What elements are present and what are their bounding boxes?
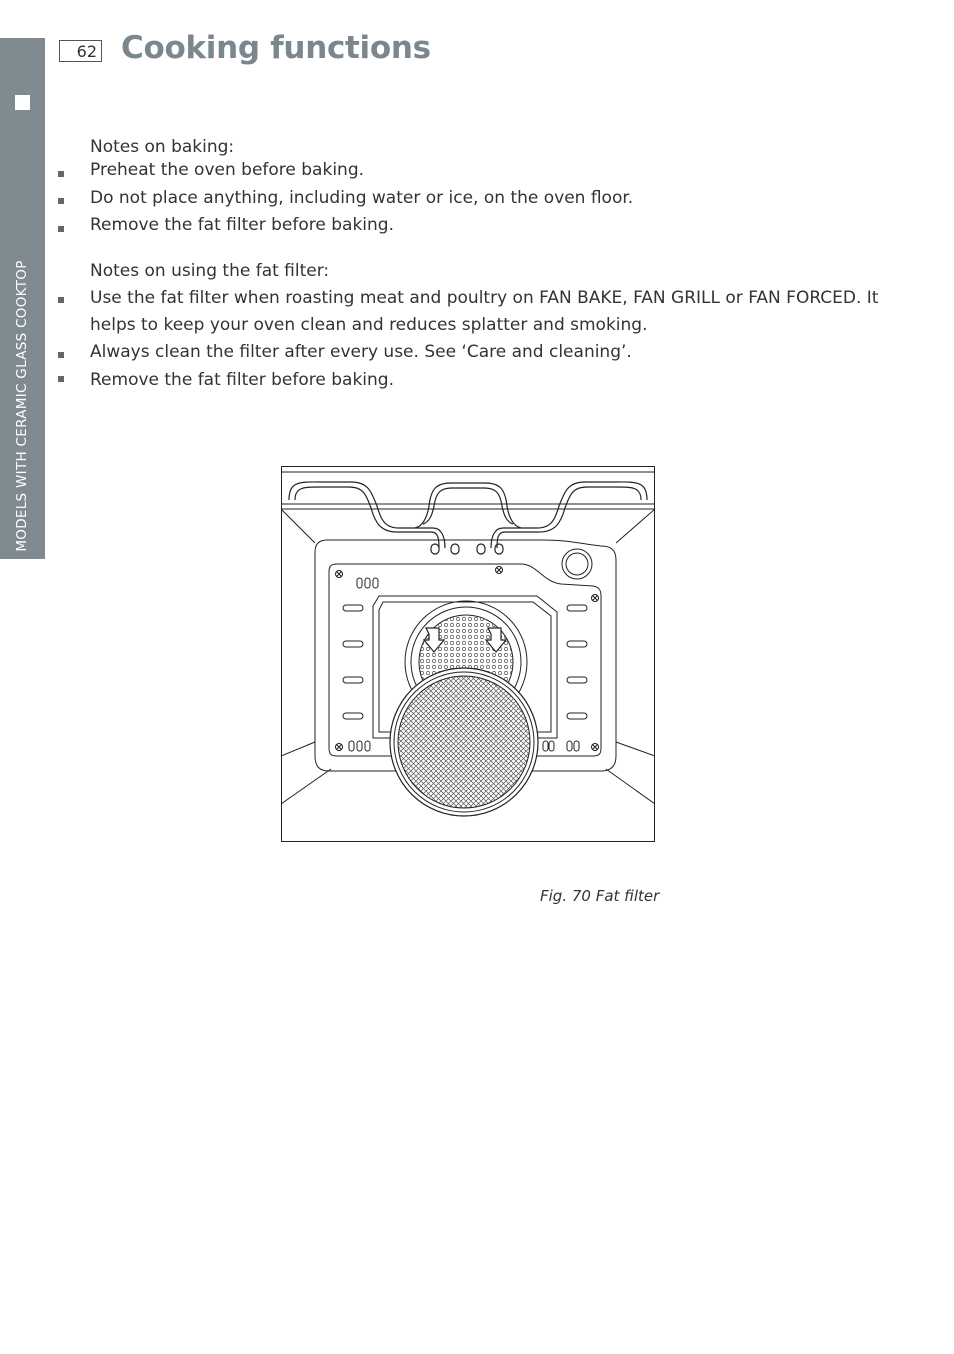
list-item: Preheat the oven before baking. <box>90 160 365 180</box>
bullet-marker <box>58 198 64 204</box>
bullet-marker <box>58 297 64 303</box>
baking-notes-heading: Notes on baking: <box>90 137 235 157</box>
bullet-marker <box>58 226 64 232</box>
bullet-marker <box>58 171 64 177</box>
list-item: Use the fat filter when roasting meat and poultry on FAN BAKE, FAN GRILL or FAN FORCED. It helps to keep your oven clean and reduces splatter and smoking. <box>90 288 879 335</box>
page-number: 62 <box>59 40 102 62</box>
section-label: MODELS WITH CERAMIC GLASS COOKTOP <box>14 260 30 552</box>
list-item: Remove the fat filter before baking. <box>90 215 394 235</box>
figure-caption: Fig. 70 Fat filter <box>540 887 660 905</box>
list-item: Remove the fat filter before baking. <box>90 370 394 390</box>
bullet-marker <box>58 376 64 382</box>
page-title: Cooking functions <box>121 30 431 66</box>
fat-filter-notes-heading: Notes on using the fat filter: <box>90 261 330 281</box>
side-tab <box>0 38 45 559</box>
section-marker <box>15 95 30 110</box>
list-item: Do not place anything, including water or ice, on the oven floor. <box>90 188 634 208</box>
grill-element <box>289 482 647 554</box>
fat-filter <box>390 668 538 816</box>
list-item: Always clean the filter after every use. See ‘Care and cleaning’. <box>90 342 632 362</box>
bullet-marker <box>58 352 64 358</box>
fat-filter-illustration <box>281 466 655 842</box>
